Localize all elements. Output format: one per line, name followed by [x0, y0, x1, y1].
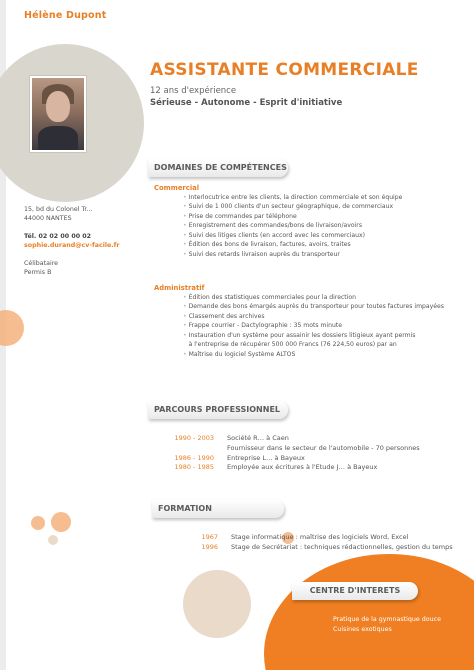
date [164, 444, 214, 454]
section-title-parcours: PARCOURS PROFESSIONNEL [148, 401, 288, 419]
contact-block [24, 205, 134, 277]
address-line1: 15, bd du Colonel Tr... [24, 206, 93, 213]
subheading-admin: Administratif [154, 284, 205, 292]
photo-face [46, 91, 70, 122]
list-item: • Interlocutrice entre les clients, la direction commerciale et son équipe [183, 194, 403, 201]
date: 1967 [201, 533, 218, 541]
entry: Entreprise L… à Bayeux [227, 453, 305, 462]
address-line2: 44000 NANTES [24, 215, 72, 222]
date: 1980 - 1985 [174, 463, 214, 472]
date: 1986 - 1990 [174, 453, 214, 462]
interests-circle [264, 554, 474, 670]
list-item: • Demande des bons émargés auprès du transporteur pour toutes factures impayées [183, 303, 444, 311]
deco-circle [51, 512, 71, 532]
list-item: • Prise de commandes par téléphone [183, 212, 297, 220]
interest-item: Cuisines exotiques [333, 625, 392, 633]
deco-circle [48, 535, 58, 545]
entry: Fournisseur dans le secteur de l'automobile - 70 personnes [227, 443, 420, 452]
formation-dates [164, 533, 218, 553]
commercial-skill-list [183, 193, 402, 259]
email-link[interactable]: sophie.durand@cv-facile.fr [24, 242, 120, 249]
interest-item: Pratique de la gymnastique douce [333, 616, 441, 623]
date: 1990 - 2003 [174, 434, 214, 442]
list-item: • Maîtrise du logiciel Système ALTOS [183, 350, 296, 358]
marital-status: Célibataire [24, 260, 59, 267]
job-title: ASSISTANTE COMMERCIALE [150, 60, 419, 80]
entry: Stage de Secrétariat : techniques rédactionnelles, gestion du temps [231, 542, 453, 551]
section-title-formation: FORMATION [152, 500, 284, 518]
date: 1996 [201, 542, 218, 551]
driving-license: Permis B [24, 269, 52, 276]
phone-number: Tél. 02 02 00 00 02 [24, 233, 92, 240]
list-item: • Édition des statistiques commerciales pour la direction [183, 294, 356, 301]
list-item: • Enregistrement des commandes/bons de livraison/avoirs [183, 222, 362, 230]
list-item: • Classement des archives [183, 312, 265, 320]
entry: Stage informatique : maîtrise des logiciels Word, Excel [231, 533, 409, 541]
list-item: à l'entreprise de récupérer 500 000 Francs (76 224,50 euros) par an [188, 341, 397, 349]
entry: Employée aux écritures à l'Etude J… à Bayeux [227, 463, 378, 472]
candidate-name: Hélène Dupont [24, 10, 107, 21]
deco-circle [31, 516, 45, 530]
parcours-entries [227, 434, 420, 473]
list-item: • Suivi des retards livraison auprès du transporteur [183, 250, 340, 258]
list-item: • Édition des bons de livraison, factures, avoirs, traites [183, 241, 351, 249]
qualities: Sérieuse - Autonome - Esprit d'initiative [150, 98, 343, 108]
admin-skill-list [183, 293, 444, 359]
section-title-domains: DOMAINES DE COMPÉTENCES [148, 159, 288, 177]
formation-entries [231, 533, 453, 553]
interests-list [333, 615, 441, 634]
photo-body [38, 126, 78, 152]
deco-circle [183, 570, 251, 638]
section-title-interests: CENTRE D'INTERETS [292, 582, 418, 600]
profile-photo [30, 76, 86, 152]
list-item: • Suivi des litiges clients (en accord avec les commerciaux) [183, 231, 365, 239]
parcours-dates [164, 434, 214, 473]
experience-years: 12 ans d'expérience [150, 86, 237, 96]
list-item: • Instauration d'un système pour assainir les dossiers litigieux ayant permis [183, 331, 416, 339]
deco-circle [0, 310, 24, 346]
list-item: • Suivi de 1 000 clients d'un secteur géographique, de commerciaux [183, 203, 394, 211]
entry: Société R… à Caen [227, 434, 289, 442]
subheading-commercial: Commercial [154, 184, 200, 192]
list-item: • Frappe courrier - Dactylographie : 35 mots minute [183, 322, 342, 330]
